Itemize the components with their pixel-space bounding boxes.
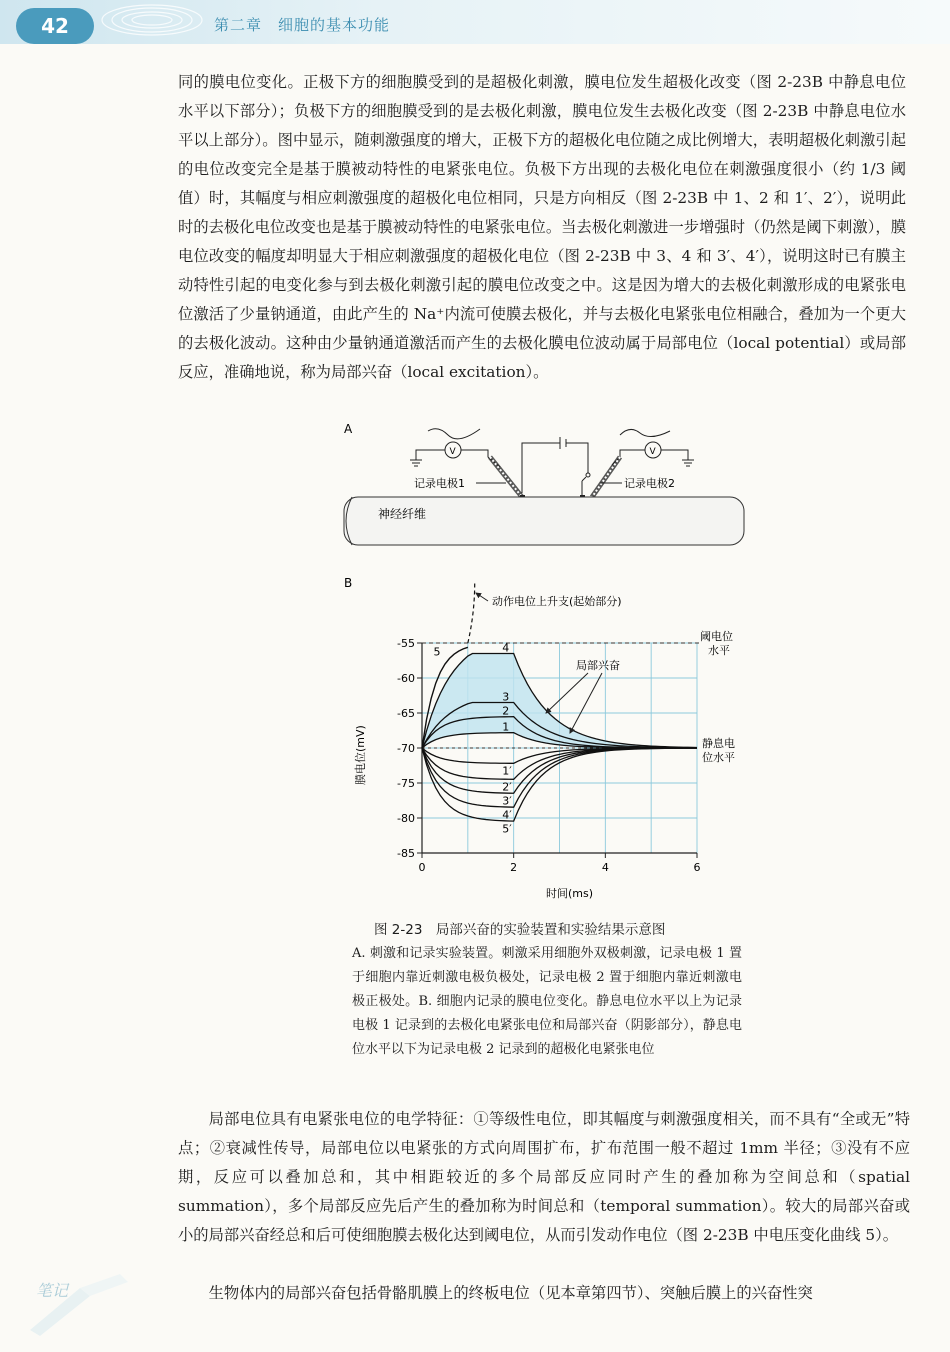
annotation-local-excitation: 局部兴奋 — [576, 659, 620, 672]
caption-title: 图 2-23 局部兴奋的实验装置和实验结果示意图 — [374, 922, 666, 938]
voltmeter-2-label: V — [649, 447, 656, 457]
resting-label-line2: 位水平 — [702, 751, 735, 764]
curve-label-3: 3 — [502, 690, 510, 704]
figure-2-23 — [330, 415, 750, 915]
x-tick-label: 0 — [418, 861, 426, 874]
y-tick-label: -75 — [397, 777, 415, 790]
panel-a-label: A — [344, 422, 353, 436]
curve-label-1′: 1′ — [502, 764, 512, 778]
page-header — [0, 0, 950, 62]
chapter-heading — [214, 14, 406, 35]
electrode-2-label: 记录电极2 — [624, 477, 675, 490]
membrane-potential-chart — [397, 583, 701, 874]
y-tick-label: -65 — [397, 707, 415, 720]
curve-label-4′: 4′ — [502, 808, 512, 822]
y-tick-label: -70 — [397, 742, 415, 755]
curve-label-5: 5 — [433, 645, 441, 659]
y-axis-label: 膜电位(mV) — [354, 725, 367, 785]
after-paragraph-text: 局部电位具有电紧张电位的电学特征：①等级性电位，即其幅度与刺激强度相关，而不具有“全或无”特点；②衰减性传导，局部电位以电紧张的方式向周围扩布，扩布范围一般不超过 1mm 半径；③没有不应期，反应可以叠加总和，其中相距较近的多个局部反应同时产生的叠加称为空间总和（spatial summation），多个局部反应先后产生的叠加称为时间总和（temporal summation）。较大的局部兴奋或小的局部兴奋经总和后可使细胞膜去极化达到阈电位，从而引发动作电位（图 2-23B 中电压变化曲线 5）。 — [178, 1110, 910, 1244]
x-tick-label: 2 — [510, 861, 518, 874]
panel-b-label: B — [344, 576, 353, 590]
y-tick-label: -60 — [397, 672, 415, 685]
last-line: 生物体内的局部兴奋包括骨骼肌膜上的终板电位（见本章第四节）、突触后膜上的兴奋性突 — [208, 1284, 813, 1302]
y-tick-label: -55 — [397, 637, 415, 650]
curve-label-1: 1 — [502, 720, 510, 734]
voltmeter-1-label: V — [449, 447, 456, 457]
electrode-1-label: 记录电极1 — [414, 477, 465, 490]
body-paragraph-text: 同的膜电位变化。正极下方的细胞膜受到的是超极化刺激，膜电位发生超极化改变（图 2-23B 中静息电位水平以下部分）；负极下方的细胞膜受到的是去极化刺激，膜电位发生去极化改变（图 2-23B 中静息电位水平以上部分）。图中显示，随刺激强度的增大，正极下方的超极化电位随之成比例增大，表明超极化刺激引起的电位改变完全是基于膜被动特性的电紧张电位。负极下方出现的去极化电位在刺激强度很小（约 1/3 阈值）时，其幅度与相应刺激强度的超极化电位相同，只是方向相反（图 2-23B 中 1、2 和 1′、2′），说明此时的去极化电位改变也是基于膜被动特性的电紧张电位。当去极化刺激进一步增强时（仍然是阈下刺激），膜电位改变的幅度却明显大于相应刺激强度的超极化电位（图 2-23B 中 3、4 和 3′、4′），说明这时已有膜主动特性引起的电变化参与到去极化刺激引起的膜电位改变之中。这是因为增大的去极化刺激形成的电紧张电位激活了少量钠通道，由此产生的 Na⁺内流可使膜去极化，并与去极化电紧张电位相融合，叠加为一个更大的去极化波动。这种由少量钠通道激活而产生的去极化膜电位波动属于局部电位（local potential）或局部反应，准确地说，称为局部兴奋（local excitation）。 — [178, 73, 906, 381]
threshold-label-line2: 水平 — [708, 644, 730, 657]
annotation-action-potential: 动作电位上升支(起始部分) — [492, 595, 622, 608]
y-tick-label: -85 — [397, 847, 415, 860]
x-tick-label: 6 — [693, 861, 701, 874]
curve-label-2′: 2′ — [502, 780, 512, 794]
curve-5-upstroke — [468, 583, 475, 643]
chapter-number: 第二章 — [214, 16, 263, 34]
curve-label-3′: 3′ — [502, 794, 512, 808]
curve-label-4: 4 — [502, 641, 510, 655]
body-paragraph — [178, 68, 906, 387]
figure-caption — [352, 918, 742, 1062]
page-number: 42 — [16, 8, 94, 44]
nerve-fiber-label: 神经纤维 — [378, 507, 427, 521]
curve-label-5′: 5′ — [502, 822, 512, 836]
margin-note-label: 笔记 — [36, 1281, 69, 1300]
chapter-title: 细胞的基本功能 — [278, 16, 391, 34]
x-tick-label: 4 — [601, 861, 609, 874]
after-paragraph — [178, 1105, 910, 1250]
curve-label-2: 2 — [502, 704, 510, 718]
threshold-label-line1: 阈电位 — [700, 630, 733, 643]
x-axis-label: 时间(ms) — [546, 887, 594, 900]
swirl-decoration-icon — [92, 2, 212, 46]
resting-label-line1: 静息电 — [702, 737, 735, 750]
y-tick-label: -80 — [397, 812, 415, 825]
caption-text: A. 刺激和记录实验装置。刺激采用细胞外双极刺激，记录电极 1 置于细胞内靠近刺激电极负极处，记录电极 2 置于细胞内靠近刺激电极正极处。B. 细胞内记录的膜电位变化。静息电位水平以上为记录电极 1 记录到的去极化电紧张电位和局部兴奋（阴影部分），静息电位水平以下为记录电极 2 记录到的超极化电紧张电位 — [352, 946, 742, 1057]
